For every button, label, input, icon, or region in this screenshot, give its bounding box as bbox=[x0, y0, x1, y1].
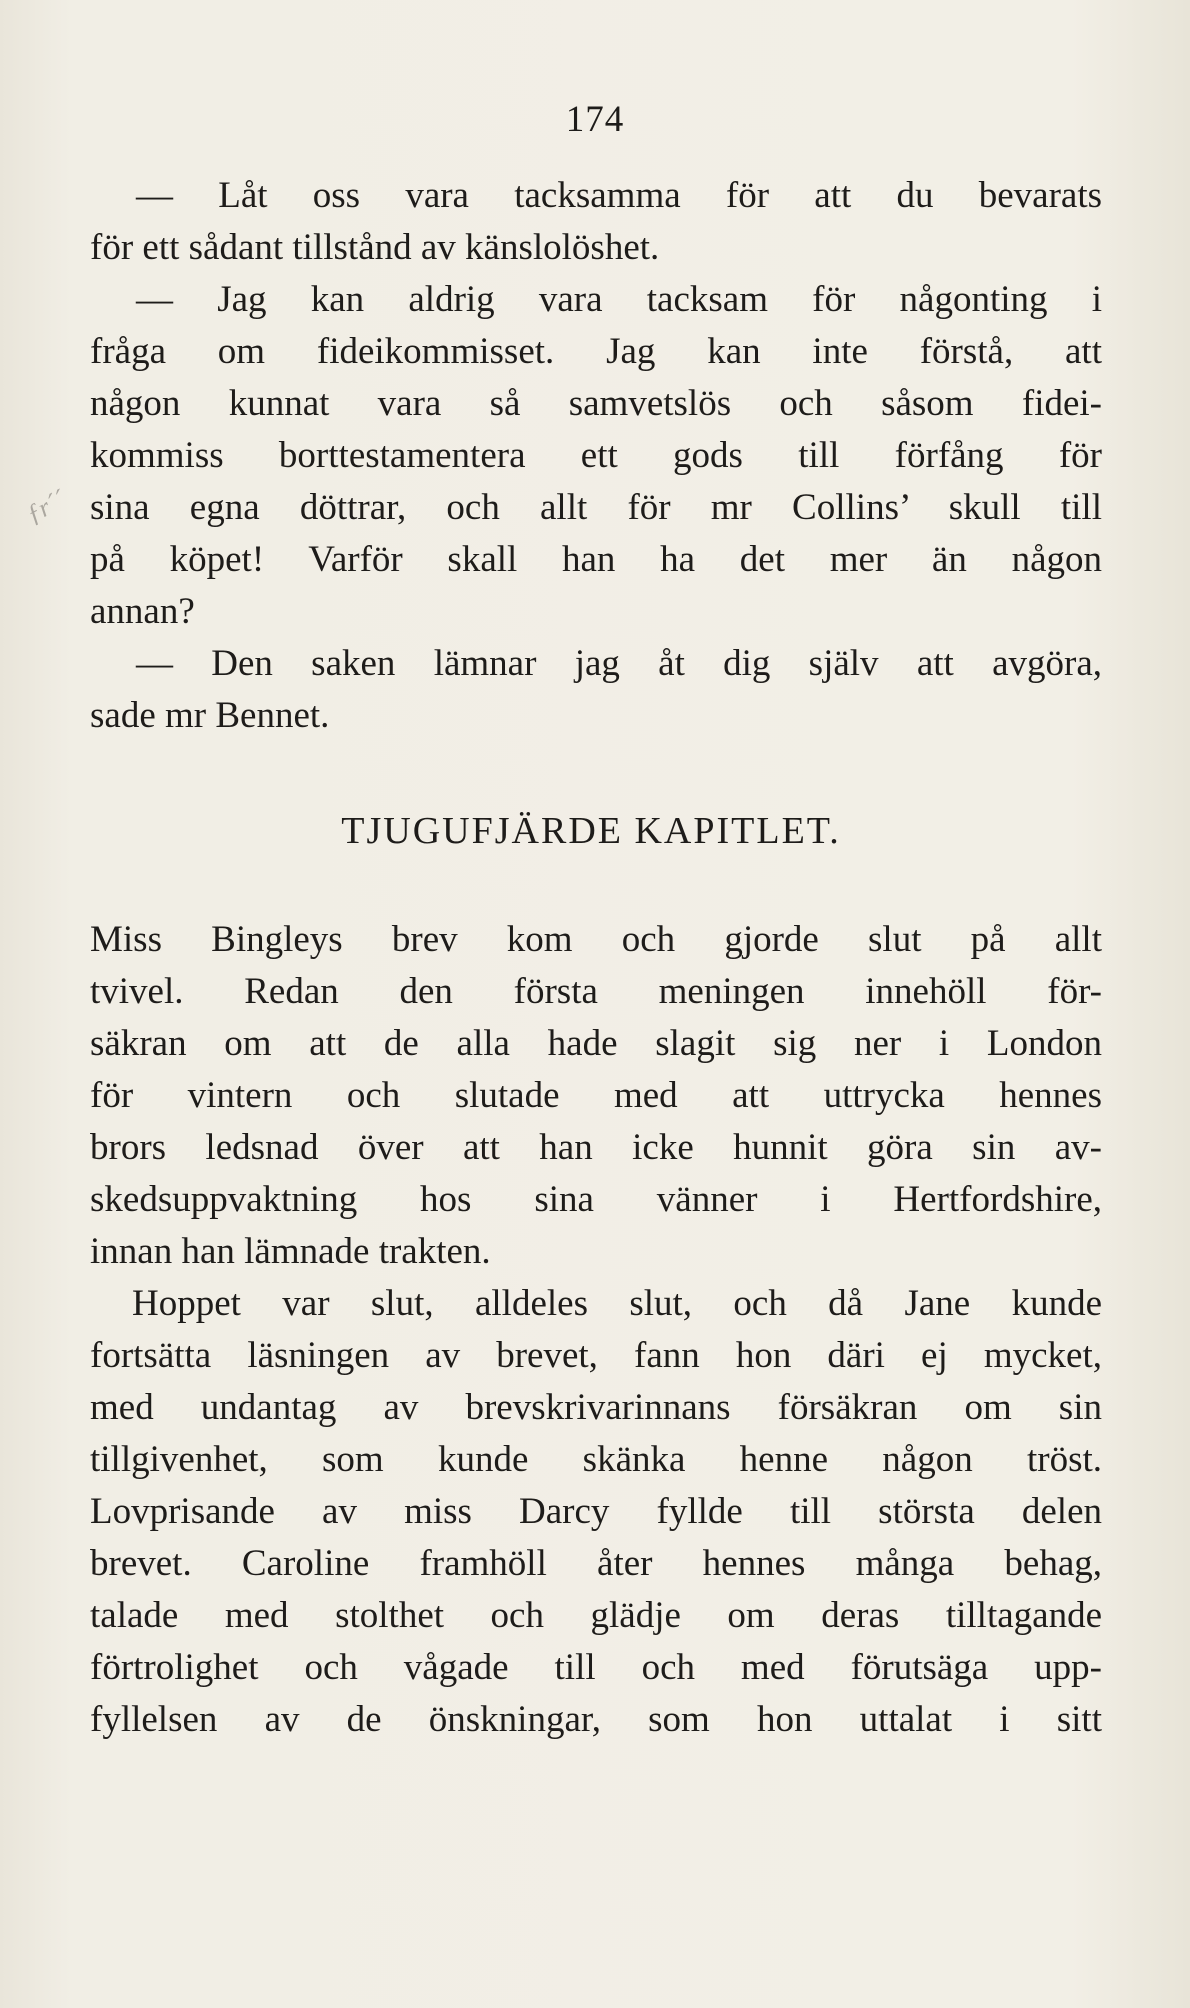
text-line: fråga om fideikommisset. Jag kan inte förstå, att bbox=[90, 331, 1102, 372]
page-number: 174 bbox=[565, 99, 625, 140]
text-line: brors ledsnad över att han icke hunnit göra sin av- bbox=[90, 1127, 1102, 1168]
text-line: Lovprisande av miss Darcy fyllde till största delen bbox=[90, 1491, 1102, 1532]
spacer bbox=[90, 862, 1102, 914]
text-line: Miss Bingleys brev kom och gjorde slut på allt bbox=[90, 919, 1102, 960]
text-line: för vintern och slutade med att uttrycka hennes bbox=[90, 1075, 1102, 1116]
text-line: kommiss borttestamentera ett gods till förfång för bbox=[90, 435, 1102, 476]
text-line: — Den saken lämnar jag åt dig själv att avgöra, bbox=[136, 643, 1102, 684]
text-line: för ett sådant tillstånd av känslolöshet. bbox=[90, 227, 660, 268]
text-line: Hoppet var slut, alldeles slut, och då Jane kunde bbox=[132, 1283, 1102, 1324]
chapter-heading: TJUGUFJÄRDE KAPITLET. bbox=[341, 810, 841, 852]
text-line: sina egna döttrar, och allt för mr Collins’ skull till bbox=[90, 487, 1102, 528]
text-line: annan? bbox=[90, 591, 195, 632]
text-line: — Jag kan aldrig vara tacksam för någonting i bbox=[136, 279, 1102, 320]
text-line: talade med stolthet och glädje om deras tilltagande bbox=[90, 1595, 1102, 1636]
text-line: tvivel. Redan den första meningen innehöll för- bbox=[90, 971, 1102, 1012]
text-line: någon kunnat vara så samvetslös och såsom fidei- bbox=[90, 383, 1102, 424]
spacer bbox=[90, 742, 1102, 800]
text-line: säkran om att de alla hade slagit sig ner i London bbox=[90, 1023, 1102, 1064]
body-text bbox=[90, 170, 1102, 1746]
text-line: fyllelsen av de önskningar, som hon uttalat i sitt bbox=[90, 1699, 1102, 1740]
text-line: fortsätta läsningen av brevet, fann hon däri ej mycket, bbox=[90, 1335, 1102, 1376]
text-line: på köpet! Varför skall han ha det mer än någon bbox=[90, 539, 1102, 580]
margin-pencil-note: ƒr´´ bbox=[21, 484, 71, 529]
text-line: sade mr Bennet. bbox=[90, 695, 330, 736]
text-line: med undantag av brevskrivarinnans försäkran om sin bbox=[90, 1387, 1102, 1428]
text-line: brevet. Caroline framhöll åter hennes många behag, bbox=[90, 1543, 1102, 1584]
text-line: förtrolighet och vågade till och med förutsäga upp- bbox=[90, 1647, 1102, 1688]
text-line: skedsuppvaktning hos sina vänner i Hertfordshire, bbox=[90, 1179, 1102, 1220]
text-line: — Låt oss vara tacksamma för att du bevarats bbox=[136, 175, 1102, 216]
text-line: innan han lämnade trakten. bbox=[90, 1231, 491, 1272]
text-line: tillgivenhet, som kunde skänka henne någon tröst. bbox=[90, 1439, 1102, 1480]
